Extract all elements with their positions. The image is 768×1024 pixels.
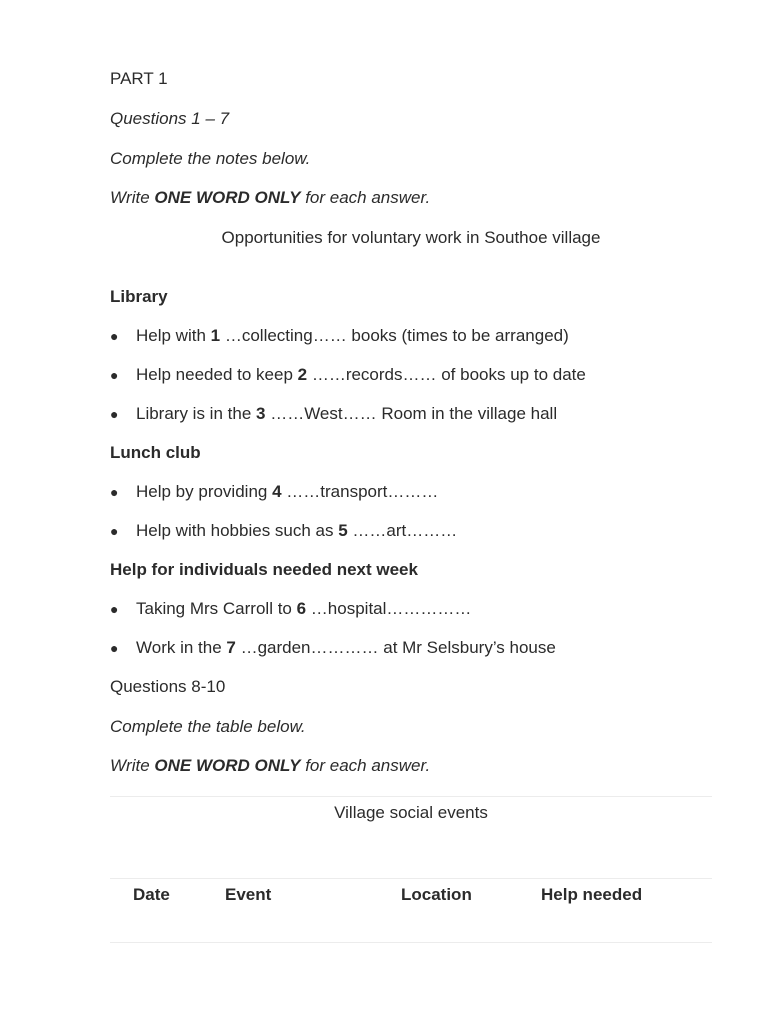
questions-range-2: Questions 8-10 — [110, 677, 226, 696]
table-top-divider — [110, 796, 712, 797]
bullet-icon: ● — [110, 367, 119, 383]
item-answer: ……art……… — [347, 521, 458, 540]
library-heading: Library — [110, 287, 168, 306]
item-text: Help by providing — [136, 482, 273, 501]
table-title: Village social events — [334, 803, 488, 822]
library-item-2 — [110, 364, 586, 386]
question-number: 3 — [256, 404, 266, 423]
lunch-club-item-2 — [110, 520, 457, 542]
notes-title: Opportunities for voluntary work in Southoe village — [221, 228, 601, 247]
bullet-icon: ● — [110, 484, 119, 500]
table-header-location: Location — [401, 885, 472, 904]
individuals-item-1 — [110, 598, 471, 620]
questions-range-1: Questions 1 – 7 — [110, 109, 230, 128]
library-item-3 — [110, 403, 557, 425]
word-limit-bold: ONE WORD ONLY — [154, 188, 301, 207]
lunch-club-item-1 — [110, 481, 438, 503]
bullet-icon: ● — [110, 640, 119, 656]
item-text: Work in the — [136, 638, 227, 657]
word-limit-instruction-2 — [110, 755, 430, 777]
lunch-club-heading: Lunch club — [110, 443, 201, 462]
instruction-table: Complete the table below. — [110, 717, 306, 736]
table-header-date: Date — [133, 885, 170, 904]
word-limit-post: for each answer. — [300, 188, 431, 207]
library-item-1 — [110, 325, 569, 347]
item-answer: …collecting…… books (times to be arranged) — [220, 326, 569, 345]
item-answer: ……West…… Room in the village hall — [265, 404, 558, 423]
word-limit-post: for each answer. — [300, 756, 431, 775]
instruction-notes: Complete the notes below. — [110, 149, 311, 168]
question-number: 5 — [338, 521, 348, 540]
table-header-event: Event — [225, 885, 272, 904]
item-answer: …garden………… at Mr Selsbury’s house — [235, 638, 556, 657]
bullet-icon: ● — [110, 328, 119, 344]
question-number: 6 — [296, 599, 307, 618]
word-limit-pre: Write — [110, 188, 155, 207]
bullet-icon: ● — [110, 523, 119, 539]
item-answer: …hospital…………… — [306, 599, 472, 618]
item-answer: ……records…… of books up to date — [307, 365, 586, 384]
part-title: PART 1 — [110, 69, 168, 88]
individuals-item-2 — [110, 637, 556, 659]
individuals-heading: Help for individuals needed next week — [110, 560, 418, 579]
word-limit-pre: Write — [110, 756, 155, 775]
item-text: Library is in the — [136, 404, 256, 423]
item-text: Taking Mrs Carroll to — [136, 599, 297, 618]
table-bottom-divider — [110, 942, 712, 943]
question-number: 2 — [297, 365, 308, 384]
bullet-icon: ● — [110, 406, 119, 422]
item-answer: ……transport……… — [281, 482, 439, 501]
table-header-divider — [110, 878, 712, 879]
item-text: Help with hobbies such as — [136, 521, 339, 540]
question-number: 4 — [272, 482, 282, 501]
question-number: 1 — [210, 326, 221, 345]
item-text: Help needed to keep — [136, 365, 298, 384]
word-limit-bold: ONE WORD ONLY — [154, 756, 301, 775]
item-text: Help with — [136, 326, 211, 345]
table-header-help-needed: Help needed — [541, 885, 643, 904]
word-limit-instruction-1 — [110, 187, 430, 209]
question-number: 7 — [226, 638, 236, 657]
bullet-icon: ● — [110, 601, 119, 617]
